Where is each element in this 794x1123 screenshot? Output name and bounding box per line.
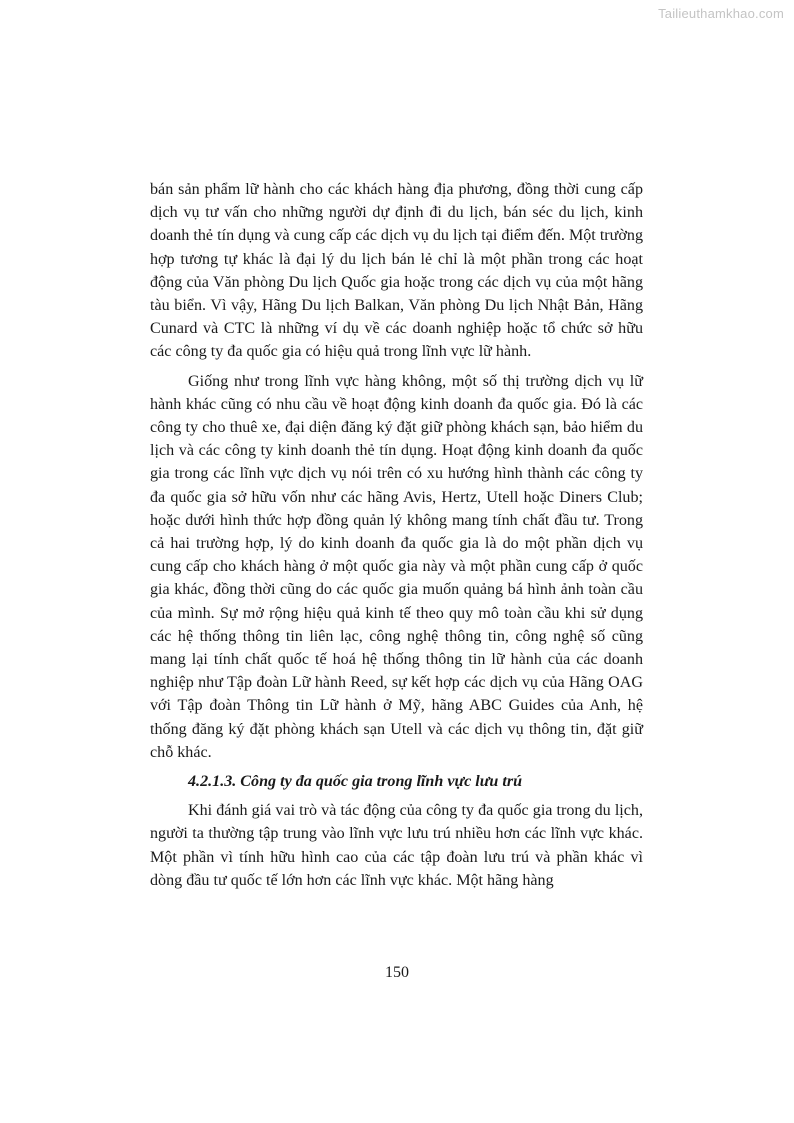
section-heading: 4.2.1.3. Công ty đa quốc gia trong lĩnh vực lưu trú xyxy=(188,773,523,791)
page-content xyxy=(150,178,643,898)
page-number: 150 xyxy=(385,964,409,981)
watermark-text: Tailieuthamkhao.com xyxy=(658,6,784,21)
paragraph-accommodation: Khi đánh giá vai trò và tác động của công ty đa quốc gia trong du lịch, người ta thường tập trung vào lĩnh vực lưu trú nhiều hơn các lĩnh vực khác. Một phần vì tính hữu hình cao của các tập đoàn lưu trú và phần khác vì dòng đầu tư quốc tế lớn hơn các lĩnh vực khác. Một hãng hàng xyxy=(150,802,643,889)
paragraph-continued: bán sản phẩm lữ hành cho các khách hàng địa phương, đồng thời cung cấp dịch vụ tư vấn cho những người dự định đi du lịch, bán séc du lịch, kinh doanh thẻ tín dụng và cung cấp các dịch vụ du lịch tại điểm đến. Một trường hợp tương tự khác là đại lý du lịch bán lẻ chỉ là một phần trong các hoạt động của Văn phòng Du lịch Quốc gia hoặc trong các dịch vụ của một hãng tàu biển. Vì vậy, Hãng Du lịch Balkan, Văn phòng Du lịch Nhật Bản, Hãng Cunard và CTC là những ví dụ về các doanh nghiệp hoặc tổ chức sở hữu các công ty đa quốc gia có hiệu quả trong lĩnh vực lữ hành. xyxy=(150,181,643,361)
paragraph-service-markets: Giống như trong lĩnh vực hàng không, một số thị trường dịch vụ lữ hành khác cũng có nhu cầu về hoạt động kinh doanh đa quốc gia. Đó là các công ty cho thuê xe, đại diện đăng ký đặt giữ phòng khách sạn, bảo hiểm du lịch và các công ty kinh doanh thẻ tín dụng. Hoạt động kinh doanh đa quốc gia trong các lĩnh vực dịch vụ nói trên có xu hướng hình thành các công ty đa quốc gia sở hữu vốn như các hãng Avis, Hertz, Utell hoặc Diners Club; hoặc dưới hình thức hợp đồng quản lý không mang tính chất đầu tư. Trong cả hai trường hợp, lý do kinh doanh đa quốc gia là do một phần dịch vụ cung cấp cho khách hàng ở một quốc gia này và một phần cung cấp ở quốc gia khác, đồng thời cũng do các quốc gia muốn quảng bá hình ảnh toàn cầu của mình. Sự mở rộng hiệu quả kinh tế theo quy mô toàn cầu khi sử dụng các hệ thống thông tin liên lạc, công nghệ thông tin, công nghệ số cũng mang lại tính chất quốc tế hoá hệ thống thông tin lữ hành của các doanh nghiệp như Tập đoàn Lữ hành Reed, sự kết hợp các dịch vụ của Hãng OAG với Tập đoàn Thông tin Lữ hành ở Mỹ, hãng ABC Guides của Anh, hệ thống đăng ký đặt phòng khách sạn Utell và các dịch vụ thông tin, đặt giữ chỗ khác. xyxy=(150,372,643,761)
